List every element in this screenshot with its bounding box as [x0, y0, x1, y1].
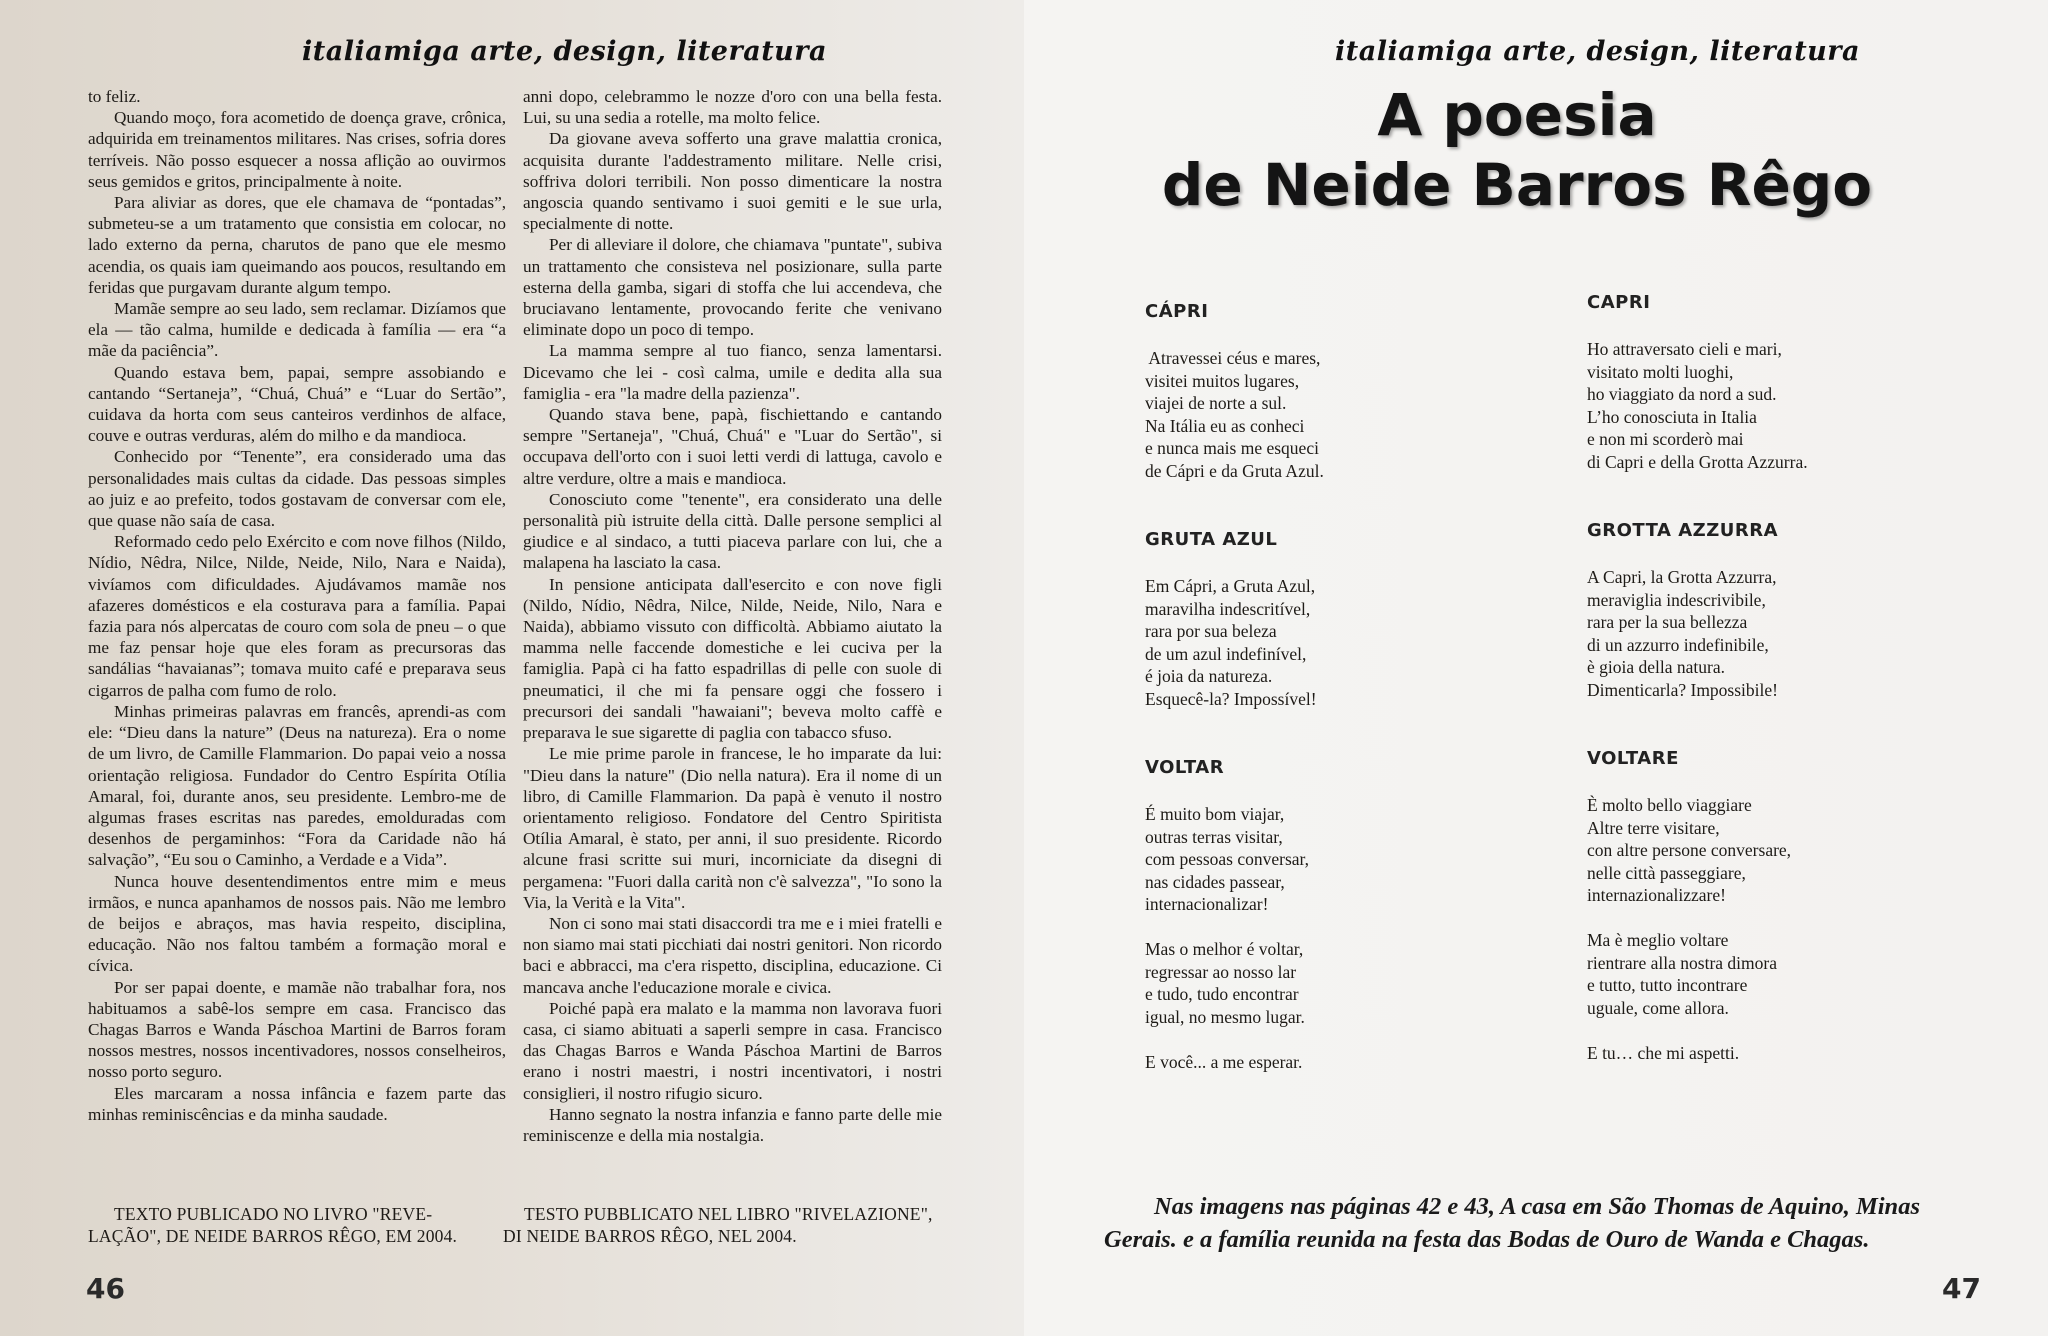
poem-line: di un azzurro indefinibile,	[1587, 634, 1769, 655]
poem-line: outras terras visitar,	[1145, 826, 1283, 847]
credit-italian	[503, 1203, 963, 1247]
poem-line: Ho attraversato cieli e mari,	[1587, 339, 1782, 359]
paragraph: Per di alleviare il dolore, che chiamava "puntate", subiva un trattamento che consisteva nel posizionare, sulla parte esterna della gamba, sigari di stoffa che lui accendeva, che bruciavano lentamente, provocando ferite che venivano eliminate dopo un poco di tempo.	[523, 235, 942, 340]
poem-line: com pessoas conversar,	[1145, 849, 1310, 869]
poem-line: è gioia della natura.	[1587, 657, 1725, 677]
paragraph: anni dopo, celebrammo le nozze d'oro con una bella festa. Lui, su una sedia a rotelle, ma molto felice.	[523, 87, 942, 128]
poem-line: meraviglia indescrivibile,	[1587, 589, 1766, 610]
poem-title: CAPRI	[1587, 292, 1651, 313]
poem-line: Altre terre visitare,	[1587, 817, 1720, 838]
paragraph: Reformado cedo pelo Exército e com nove filhos (Nildo, Nídio, Nêdra, Nilce, Nilde, Neide, Nilo, Nara e Naida), vivíamos com dificuldades. Ajudávamos mamãe nos afazeres domésticos e ela costurava para a família. Papai fazia para nós alpercatas de couro com sola de pneu – o que me faz pensar hoje que eles foram as precursoras das sandálias “havaianas”; tomava muito café e preparava seus cigarros de palha com fumo de rolo.	[88, 532, 506, 700]
paragraph: Hanno segnato la nostra infanzia e fanno parte delle mie reminiscenze e della mia nostalgia.	[523, 1104, 942, 1145]
poem-line: nelle città passeggiare,	[1587, 862, 1746, 883]
poem-line: uguale, come allora.	[1587, 997, 1729, 1018]
photo-caption	[1104, 1190, 1984, 1256]
running-head-right: italiamiga arte, design, literatura	[1335, 36, 1861, 67]
paragraph: Quando estava bem, papai, sempre assobiando e cantando “Sertaneja”, “Chuá, Chuá” e “Luar do Sertão”, cuidava da horta com seus canteiros verdinhos de alface, couve e outras verduras, além do milho e da mandioca.	[88, 362, 506, 446]
poem-line: de Cápri e da Gruta Azul.	[1145, 460, 1324, 481]
poem-line: con altre persone conversare,	[1587, 840, 1792, 860]
poem-line: rientrare alla nostra dimora	[1587, 952, 1777, 973]
paragraph: Conosciuto come "tenente", era considerato una delle personalità più istruite della città. Dalle persone semplici al giudice e al sindaco, a tutti piaceva parlare con lui, che a malapena ha lasciato la casa.	[523, 489, 942, 573]
poem-body	[1145, 347, 1324, 482]
poem-line	[1145, 1028, 1309, 1051]
caption-line-2: Gerais. e a família reunida na festa das Bodas de Ouro de Wanda e Chagas.	[1104, 1226, 1870, 1253]
page-number-right: 47	[1942, 1272, 1981, 1305]
paragraph: Mamãe sempre ao seu lado, sem reclamar. Dizíamos que ela — tão calma, humilde e dedicada à família — era “a mãe da paciência”.	[88, 299, 506, 361]
paragraph: Eles marcaram a nossa infância e fazem parte das minhas reminiscências e da minha saudade.	[88, 1083, 506, 1124]
poem-title: GRUTA AZUL	[1145, 529, 1278, 550]
paragraph: Quando moço, fora acometido de doença grave, crônica, adquirida em treinamentos militares. Nas crises, sofria dores terríveis. Não posso esquecer a nossa aflição ao ouvirmos seus gemidos e gritos, principalmente à noite.	[88, 108, 506, 191]
paragraph: Poiché papà era malato e la mamma non lavorava fuori casa, ci siamo abituati a saperli sempre in casa. Francisco das Chagas Barros e Wanda Páschoa Martini de Barros erano i nostri maestri, i nostri incentivatori, i nostri consiglieri, il nostro rifugio sicuro.	[523, 998, 942, 1103]
credit-portuguese	[88, 1203, 508, 1247]
title-line-2: de Neide Barros Rêgo	[1161, 151, 1873, 219]
poem-body	[1587, 794, 1791, 1064]
poem-line: Na Itália eu as conheci	[1145, 415, 1305, 436]
poem-line: visitei muitos lugares,	[1145, 370, 1300, 391]
poem-line: ho viaggiato da nord a sud.	[1587, 384, 1777, 404]
poem-body	[1145, 803, 1309, 1073]
poem-line: maravilha indescritível,	[1145, 598, 1311, 619]
poem-line: Mas o melhor é voltar,	[1145, 939, 1304, 959]
credit-pt-line1: TEXTO PUBLICADO NO LIVRO "REVE-	[114, 1204, 433, 1224]
poem-line: igual, no mesmo lugar.	[1145, 1006, 1305, 1027]
running-head-left: italiamiga arte, design, literatura	[302, 36, 828, 67]
poem-line: É muito bom viajar,	[1145, 804, 1285, 824]
poem-line: Esquecê-la? Impossível!	[1145, 688, 1317, 709]
poem-body	[1145, 575, 1317, 710]
poem-line: Ma è meglio voltare	[1587, 930, 1729, 950]
paragraph: Nunca houve desentendimentos entre mim e meus irmãos, e nunca apanhamos de nossos pais. Não me lembro de beijos e abraços, mas havia respeito, disciplina, educação. Não nos faltou também a formação moral e cívica.	[88, 871, 506, 976]
poem-line: rara por sua beleza	[1145, 621, 1277, 641]
paragraph: Non ci sono mai stati disaccordi tra me e i miei fratelli e non siamo mai stati picchiati dai nostri genitori. Non ricordo baci e abbracci, ma c'era rispetto, disciplina, educazione. Ci mancava anche l'educazione morale e civica.	[523, 913, 942, 997]
poem-line: Dimenticarla? Impossibile!	[1587, 679, 1778, 700]
poem-line: regressar ao nosso lar	[1145, 961, 1297, 982]
poem-line	[1587, 907, 1791, 930]
poem-line: internacionalizar!	[1145, 894, 1269, 914]
poem-line: internazionalizzare!	[1587, 885, 1726, 905]
poem-line: E você... a me esperar.	[1145, 1051, 1303, 1072]
paragraph: Para aliviar as dores, que ele chamava de “pontadas”, submeteu-se a um tratamento que consistia em colocar, no lado externo da perna, charutos de pano que ele mesmo acendia, os quais iam queimando aos poucos, resultando em feridas que purgavam durante algum tempo.	[88, 193, 506, 297]
paragraph: La mamma sempre al tuo fianco, senza lamentarsi. Dicevamo che lei - così calma, umile e dedita alla sua famiglia - era "la madre della pazienza".	[523, 341, 942, 403]
portuguese-text-column	[88, 86, 506, 1125]
poem-line: é joia da natureza.	[1145, 666, 1273, 686]
credit-pt-line2: LAÇÃO", DE NEIDE BARROS RÊGO, EM 2004.	[88, 1226, 458, 1246]
paragraph: Por ser papai doente, e mamãe não trabalhar fora, nos habituamos a sabê-los sempre em casa. Francisco das Chagas Barros e Wanda Páschoa Martini de Barros foram nossos mestres, nossos incentivadores, nossos conselheiros, nosso porto seguro.	[88, 977, 506, 1082]
poem-line: Atravessei céus e mares,	[1145, 348, 1321, 368]
credit-it-line1: TESTO PUBBLICATO NEL LIBRO "RIVELAZIONE",	[524, 1204, 933, 1224]
poem-line: e tudo, tudo encontrar	[1145, 984, 1299, 1004]
poem-line: A Capri, la Grotta Azzurra,	[1587, 567, 1777, 587]
poem-line: È molto bello viaggiare	[1587, 795, 1752, 815]
poem-line	[1587, 1019, 1791, 1042]
paragraph: Quando stava bene, papà, fischiettando e cantando sempre "Sertaneja", "Chuá, Chuá" e "Luar do Sertão", si occupava dell'orto con i suoi letti verdi di lattuga, cavolo e altre verdure, oltre a mais e mandioca.	[523, 405, 942, 488]
poem-line: e tutto, tutto incontrare	[1587, 975, 1748, 995]
caption-line-1: Nas imagens nas páginas 42 e 43, A casa em São Thomas de Aquino, Minas	[1154, 1193, 1920, 1220]
article-title	[1024, 80, 1970, 220]
poem-line: de um azul indefinível,	[1145, 643, 1307, 664]
poem-title: VOLTARE	[1587, 748, 1679, 769]
paragraph: Conhecido por “Tenente”, era considerado uma das personalidades mais cultas da cidade. Das pessoas simples ao juiz e ao prefeito, todos gostavam de conversar com ele, que quase não saía de casa.	[88, 447, 506, 531]
paragraph: Le mie prime parole in francese, le ho imparate da lui: "Dieu dans la nature" (Dio nella natura). Era il nome di un libro, di Camille Flammarion. Da papà è venuto il nostro orientamento religioso. Fondatore del Centro Spiritista Otília Amaral, è stato, per anni, il suo presidente. Ricordo alcune frasi scritte sui muri, incorniciate da disegni di pergamena: "Fuori dalla carità non c'è salvezza", "Io sono la Via, la Verità e la Vita".	[523, 744, 942, 912]
title-line-1: A poesia	[1377, 81, 1657, 149]
paragraph: Da giovane aveva sofferto una grave malattia cronica, acquisita durante l'addestramento militare. Nelle crisi, soffriva dolori terribili. Non posso dimenticare la nostra angoscia quando sentivamo i suoi gemiti e le sue urla, specialmente di notte.	[523, 129, 942, 234]
paragraph: Minhas primeiras palavras em francês, aprendi-as com ele: “Dieu dans la nature” (Deus na natureza). Era o nome de um livro, de Camille Flammarion. Do papai veio a nossa orientação religiosa. Fundador do Centro Espírita Otília Amaral, foi, durante anos, seu presidente. Lembro-me de algumas frases escritas nas paredes, emolduradas com desenhos de pergaminhos: “Fora da Caridade não há salvação”, “Eu sou o Caminho, a Verdade e a Vida”.	[88, 701, 506, 870]
credit-it-line2: DI NEIDE BARROS RÊGO, NEL 2004.	[503, 1226, 797, 1246]
italian-text-column	[523, 86, 942, 1146]
poem-line: viajei de norte a sul.	[1145, 393, 1287, 413]
poem-body	[1587, 338, 1808, 473]
poem-line: L’ho conosciuta in Italia	[1587, 406, 1757, 427]
paragraph: to feliz.	[88, 87, 141, 106]
poem-line: visitato molti luoghi,	[1587, 361, 1734, 382]
poem-line: Em Cápri, a Gruta Azul,	[1145, 576, 1316, 596]
poem-line: rara per la sua bellezza	[1587, 612, 1748, 632]
poem-title: CÁPRI	[1145, 301, 1209, 322]
poem-title: GROTTA AZZURRA	[1587, 520, 1779, 541]
poem-line: E tu… che mi aspetti.	[1587, 1042, 1740, 1063]
poem-line: e nunca mais me esqueci	[1145, 438, 1319, 458]
poem-line	[1145, 916, 1309, 939]
poem-title: VOLTAR	[1145, 757, 1225, 778]
poem-line: di Capri e della Grotta Azzurra.	[1587, 451, 1808, 472]
poem-line: e non mi scorderò mai	[1587, 429, 1744, 449]
page-number-left: 46	[86, 1272, 125, 1305]
poem-line: nas cidades passear,	[1145, 871, 1285, 892]
paragraph: In pensione anticipata dall'esercito e con nove figli (Nildo, Nídio, Nêdra, Nilce, Nilde, Neide, Nilo, Nara e Naida), abbiamo vissuto con difficoltà. Abbiamo aiutato la mamma nelle faccende domestiche e lei cuciva per la famiglia. Papà ci ha fatto espadrillas di pelle con suole di pneumatici, il che mi fa pensare oggi che fossero i precursori dei sandali "hawaiani"; beveva molto caffè e preparava le sue sigarette di paglia con tabacco sfuso.	[523, 574, 942, 743]
poem-body	[1587, 566, 1778, 701]
